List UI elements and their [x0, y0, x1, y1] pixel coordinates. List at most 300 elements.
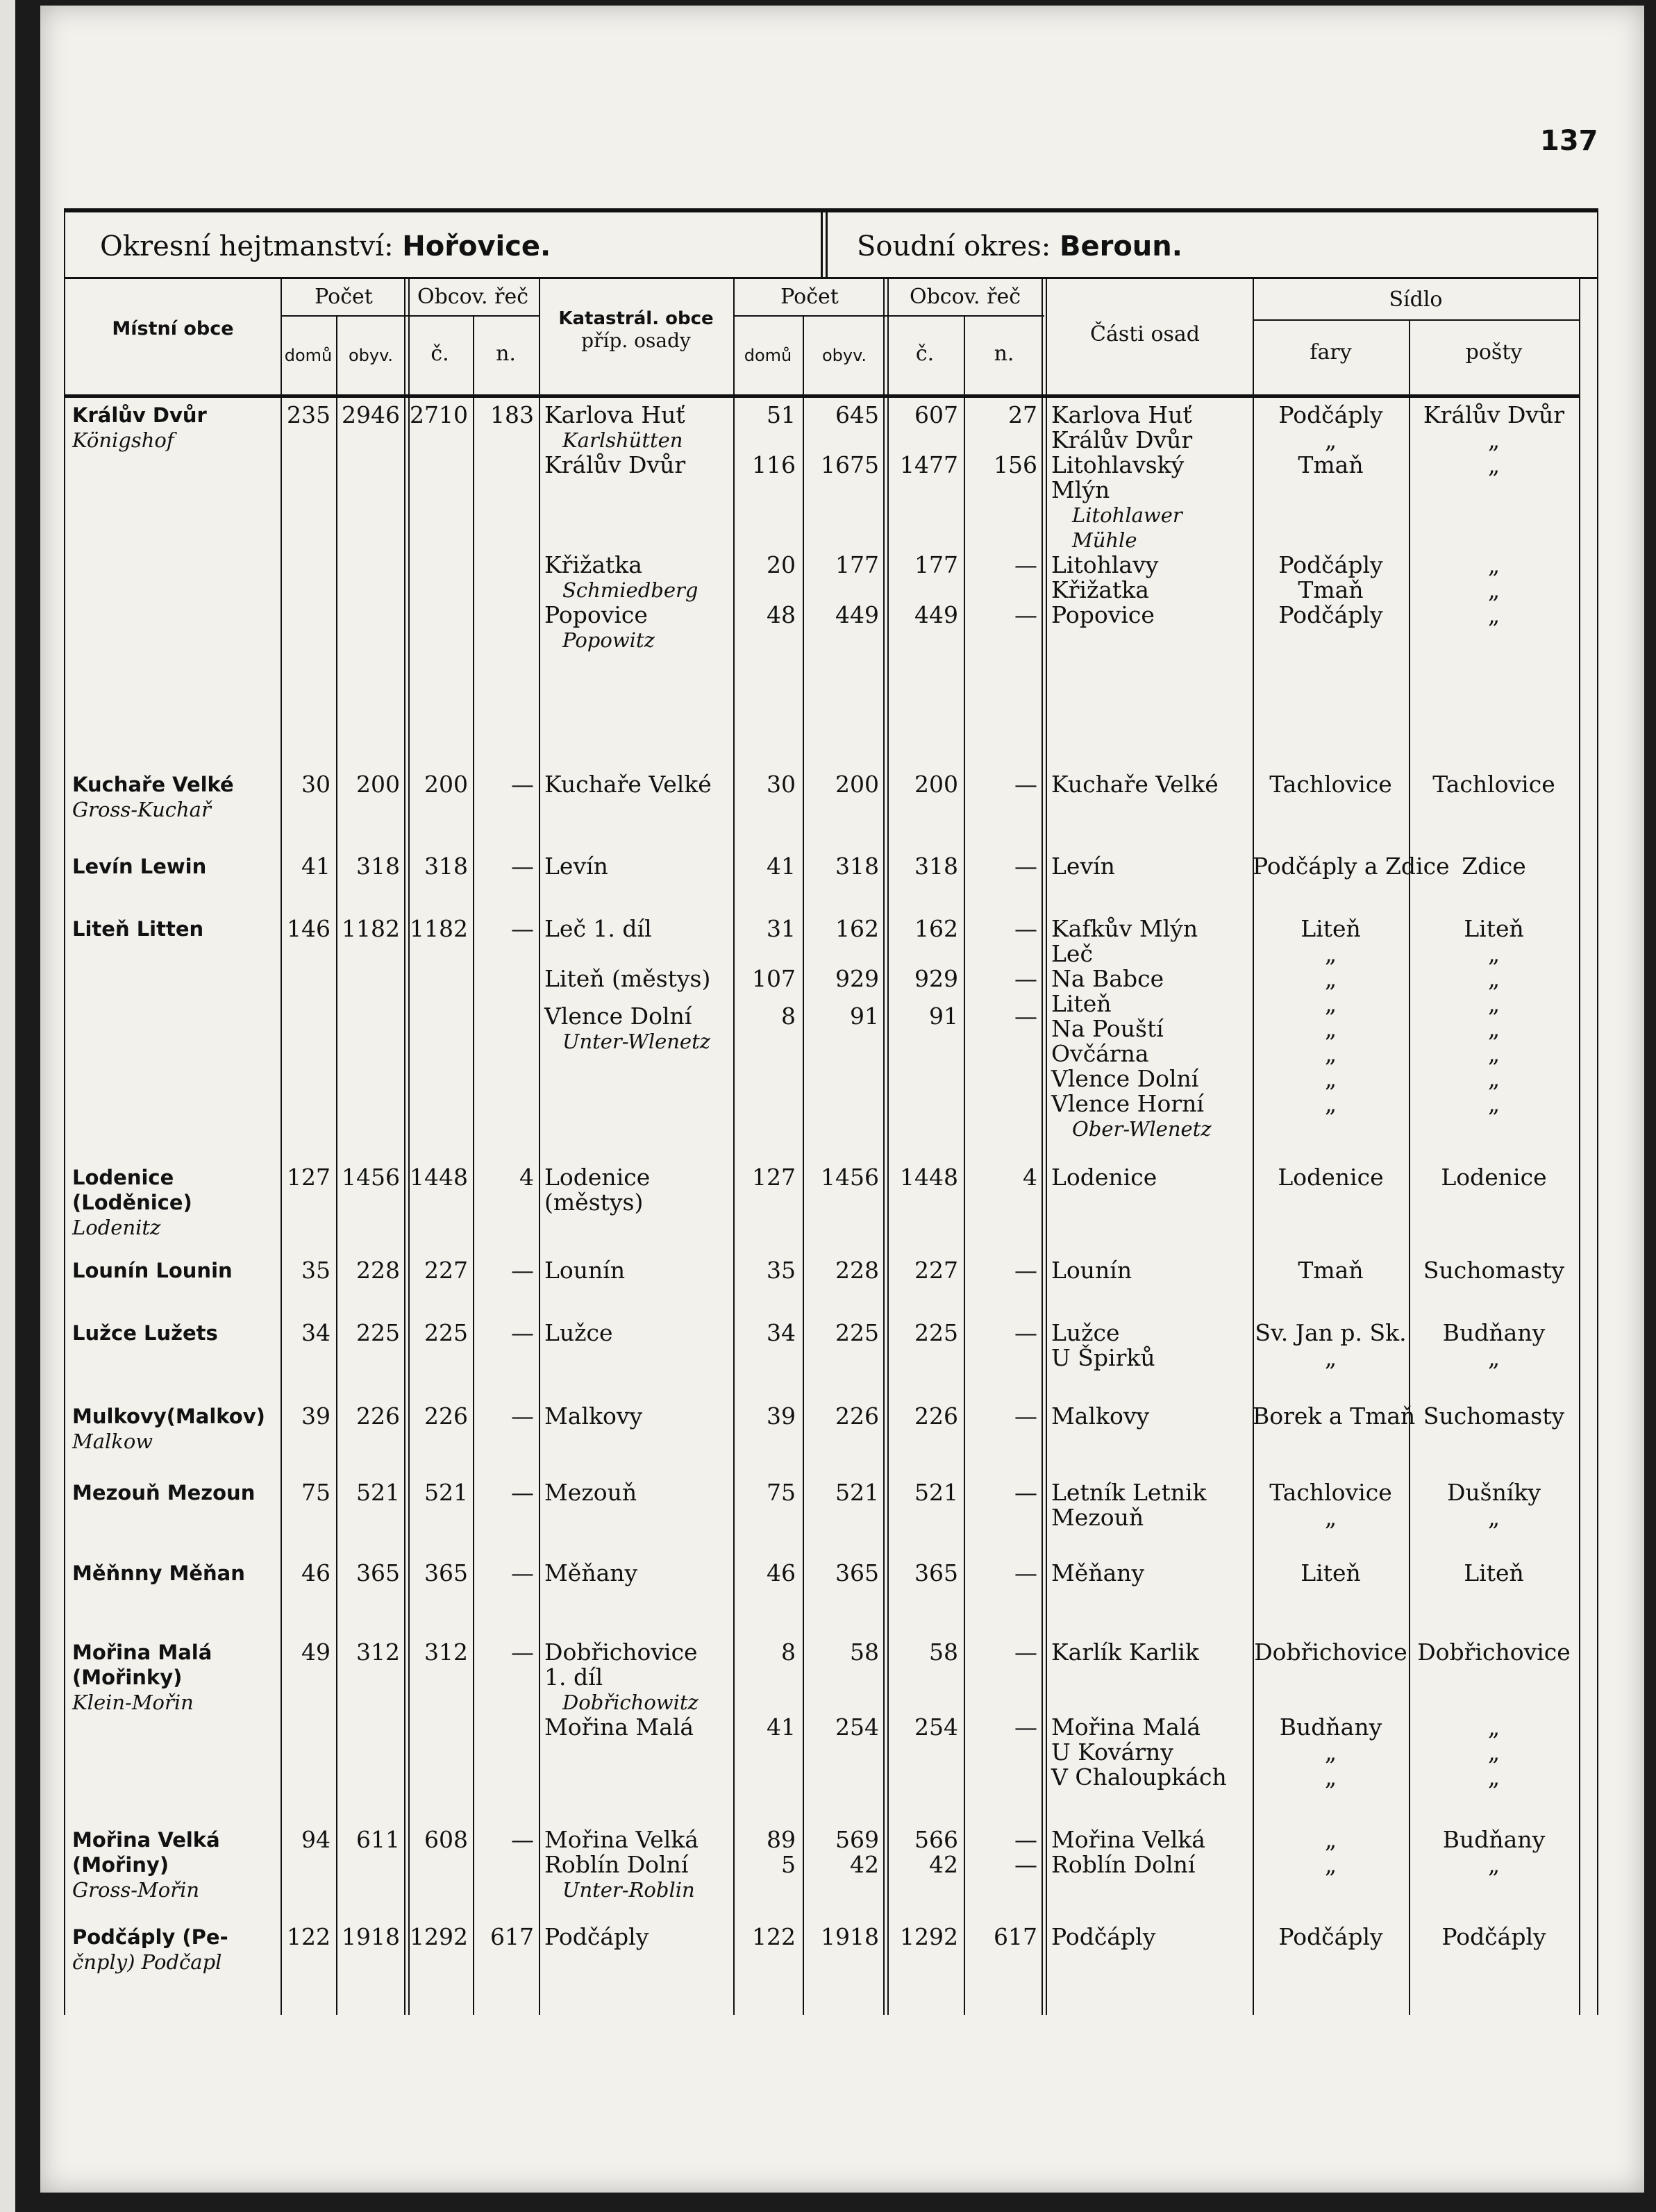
seat-post: Tachlovice — [1432, 771, 1555, 798]
seat-post: „ — [1487, 551, 1500, 578]
seat-post: Budňany — [1442, 1826, 1546, 1853]
municipality-houses: 94 — [301, 1826, 331, 1853]
cadastral-german: — — [1014, 853, 1037, 880]
vrule — [281, 279, 282, 2015]
seat-post: „ — [1487, 1763, 1500, 1791]
col-mistni: Místní obce — [112, 318, 234, 340]
seat-post: „ — [1487, 1040, 1500, 1067]
seat-post: Podčáply — [1441, 1923, 1546, 1950]
seat-post: „ — [1487, 576, 1500, 603]
part-name: Podčáply — [1051, 1923, 1156, 1950]
seat-parish: „ — [1324, 1040, 1337, 1067]
seat-post: „ — [1487, 1090, 1500, 1117]
col-pocet-1: Počet — [315, 285, 373, 309]
cadastral-german: — — [1014, 965, 1037, 992]
municipality-inhabitants: 225 — [356, 1319, 400, 1346]
cadastral-inhabitants: 91 — [850, 1003, 879, 1030]
col-katastr-2: příp. osady — [581, 329, 691, 352]
seat-parish: „ — [1324, 426, 1337, 453]
municipality-name: Kuchaře Velké — [72, 773, 234, 796]
municipality-german: 4 — [519, 1164, 534, 1191]
seat-parish: Tachlovice — [1269, 1479, 1392, 1506]
municipality-czech: 225 — [424, 1319, 468, 1346]
cadastral-houses: 39 — [767, 1402, 796, 1430]
municipality-name: Lodenice — [72, 1166, 174, 1189]
cadastral-houses: 51 — [767, 401, 796, 428]
cadastral-houses: 75 — [767, 1479, 796, 1506]
part-name: Ober-Wlenetz — [1072, 1117, 1212, 1141]
municipality-houses: 75 — [301, 1479, 331, 1506]
municipality-name: Lužce Lužets — [72, 1321, 218, 1345]
part-name: Králův Dvůr — [1051, 426, 1193, 453]
municipality-name: (Mořinky) — [72, 1666, 183, 1689]
part-name: Roblín Dolní — [1051, 1851, 1196, 1878]
seat-post: „ — [1487, 1851, 1500, 1878]
vrule — [1046, 279, 1047, 2015]
col-obcov-1: Obcov. řeč — [417, 285, 529, 309]
cadastral-inhabitants: 177 — [835, 551, 879, 578]
cadastral-houses: 46 — [767, 1559, 796, 1586]
cadastral-name: Mezouň — [544, 1479, 637, 1506]
cadastral-german: — — [1014, 551, 1037, 578]
cadastral-german: 4 — [1023, 1164, 1037, 1191]
municipality-name: Gross-Kuchař — [72, 798, 211, 821]
col-casti: Části osad — [1090, 322, 1200, 346]
seat-parish: „ — [1324, 1015, 1337, 1042]
part-name: Litohlavský — [1051, 451, 1185, 478]
municipality-czech: 2710 — [410, 401, 468, 428]
municipality-name: Mořina Malá — [72, 1641, 212, 1664]
seat-parish: Tmaň — [1298, 1257, 1364, 1284]
part-name: Lounín — [1051, 1257, 1132, 1284]
seat-parish: „ — [1324, 940, 1337, 967]
right-label: Soudní okres: — [857, 231, 1051, 262]
municipality-houses: 30 — [301, 771, 331, 798]
vrule — [883, 279, 885, 2015]
cadastral-inhabitants: 226 — [835, 1402, 879, 1430]
municipality-name: Levín Lewin — [72, 855, 207, 878]
cadastral-czech: 929 — [914, 965, 958, 992]
part-name: Mořina Malá — [1051, 1714, 1201, 1741]
cadastral-name: Levín — [544, 853, 608, 880]
cadastral-czech: 162 — [914, 915, 958, 942]
cadastral-inhabitants: 569 — [835, 1826, 879, 1853]
cadastral-inhabitants: 254 — [835, 1714, 879, 1741]
part-name: Litohlawer — [1072, 503, 1182, 527]
cadastral-name: Leč 1. díl — [544, 915, 652, 942]
municipality-german: — — [511, 915, 534, 942]
cadastral-czech: 318 — [914, 853, 958, 880]
cadastral-houses: 30 — [767, 771, 796, 798]
cadastral-name: Unter-Roblin — [562, 1878, 695, 1902]
part-name: Na Pouští — [1051, 1015, 1164, 1042]
cadastral-czech: 226 — [914, 1402, 958, 1430]
cadastral-czech: 254 — [914, 1714, 958, 1741]
part-name: Popovice — [1051, 601, 1155, 628]
cadastral-inhabitants: 365 — [835, 1559, 879, 1586]
cadastral-czech: 91 — [929, 1003, 958, 1030]
col-n-1: n. — [496, 342, 516, 366]
seat-post: „ — [1487, 940, 1500, 967]
part-name: Lodenice — [1051, 1164, 1157, 1191]
cadastral-inhabitants: 225 — [835, 1319, 879, 1346]
seat-post: „ — [1487, 1065, 1500, 1092]
part-name: Litohlavy — [1051, 551, 1159, 578]
court-label — [857, 231, 1182, 262]
municipality-inhabitants: 200 — [356, 771, 400, 798]
municipality-czech: 1448 — [410, 1164, 468, 1191]
municipality-czech: 608 — [424, 1826, 468, 1853]
seat-post: „ — [1487, 426, 1500, 453]
part-name: Mořina Velká — [1051, 1826, 1205, 1853]
col-domu-2: domů — [744, 346, 792, 365]
municipality-name: Měňnny Měňan — [72, 1561, 245, 1585]
seat-parish: Borek a Tmaň — [1253, 1402, 1416, 1430]
cadastral-name: Karlshütten — [562, 428, 683, 452]
left-label: Okresní hejtmanství: — [100, 231, 394, 262]
cadastral-houses: 20 — [767, 551, 796, 578]
seat-parish: „ — [1324, 1504, 1337, 1531]
rule — [281, 315, 539, 317]
seat-parish: Tachlovice — [1269, 771, 1392, 798]
municipality-name: Mulkovy(Malkov) — [72, 1405, 265, 1428]
page — [40, 6, 1644, 2193]
municipality-german: — — [511, 771, 534, 798]
part-name: Mlýn — [1051, 476, 1110, 503]
cadastral-name: Vlence Dolní — [544, 1003, 692, 1030]
municipality-german: 183 — [490, 401, 534, 428]
municipality-name: Lodenitz — [72, 1216, 161, 1239]
municipality-inhabitants: 1182 — [342, 915, 400, 942]
cadastral-czech: 177 — [914, 551, 958, 578]
cadastral-inhabitants: 318 — [835, 853, 879, 880]
cadastral-name: Dobřichovice — [544, 1639, 698, 1666]
seat-post: Zdice — [1462, 853, 1526, 880]
part-name: Karlík Karlik — [1051, 1639, 1199, 1666]
col-sidlo: Sídlo — [1389, 287, 1443, 312]
part-name: Vlence Dolní — [1051, 1065, 1199, 1092]
cadastral-inhabitants: 42 — [850, 1851, 879, 1878]
municipality-czech: 200 — [424, 771, 468, 798]
municipality-german: 617 — [490, 1923, 534, 1950]
page-number: 137 — [1540, 125, 1598, 157]
cadastral-german: 617 — [994, 1923, 1037, 1950]
cadastral-german: — — [1014, 601, 1037, 628]
cadastral-german: — — [1014, 1559, 1037, 1586]
municipality-german: — — [511, 1319, 534, 1346]
part-name: Ovčárna — [1051, 1040, 1149, 1067]
cadastral-german: 156 — [994, 451, 1037, 478]
municipality-german: — — [511, 853, 534, 880]
seat-parish: „ — [1324, 990, 1337, 1017]
seat-parish: „ — [1324, 965, 1337, 992]
cadastral-inhabitants: 58 — [850, 1639, 879, 1666]
cadastral-name: Lounín — [544, 1257, 626, 1284]
left-value: Hořovice. — [402, 231, 551, 262]
municipality-name: Lounín Lounin — [72, 1259, 233, 1282]
cadastral-name: Karlova Huť — [544, 401, 685, 428]
municipality-german: — — [511, 1559, 534, 1586]
cadastral-name: Popovice — [544, 601, 648, 628]
part-name: Letník Letnik — [1051, 1479, 1207, 1506]
seat-post: „ — [1487, 1504, 1500, 1531]
cadastral-inhabitants: 1675 — [821, 451, 879, 478]
municipality-name: čnply) Podčapl — [72, 1950, 222, 1974]
municipality-czech: 226 — [424, 1402, 468, 1430]
part-name: Lužce — [1051, 1319, 1120, 1346]
district-label — [100, 231, 551, 262]
seat-post: „ — [1487, 1344, 1500, 1371]
cadastral-german: — — [1014, 1319, 1037, 1346]
right-value: Beroun. — [1059, 231, 1182, 262]
col-obcov-2: Obcov. řeč — [909, 285, 1021, 309]
rule — [1253, 319, 1579, 321]
vrule — [733, 279, 735, 2015]
seat-parish: Tmaň — [1298, 576, 1364, 603]
seat-parish: Liteň — [1300, 1559, 1361, 1586]
vrule — [408, 279, 410, 2015]
cadastral-czech: 1448 — [900, 1164, 958, 1191]
cadastral-name: Lužce — [544, 1319, 613, 1346]
municipality-inhabitants: 521 — [356, 1479, 400, 1506]
part-name: Křižatka — [1051, 576, 1149, 603]
cadastral-inhabitants: 200 — [835, 771, 879, 798]
municipality-name: Mezouň Mezoun — [72, 1481, 256, 1505]
cadastral-german: — — [1014, 1826, 1037, 1853]
seat-parish: Sv. Jan p. Sk. — [1255, 1319, 1407, 1346]
cadastral-name: Unter-Wlenetz — [562, 1030, 711, 1053]
municipality-name: Podčáply (Pe- — [72, 1925, 228, 1949]
col-katastr-1: Katastrál. obce — [558, 308, 714, 329]
seat-post: „ — [1487, 601, 1500, 628]
cadastral-czech: 449 — [914, 601, 958, 628]
cadastral-inhabitants: 228 — [835, 1257, 879, 1284]
cadastral-name: Mořina Velká — [544, 1826, 699, 1853]
header-separator — [821, 212, 828, 279]
cadastral-czech: 1477 — [900, 451, 958, 478]
part-name: Měňany — [1051, 1559, 1145, 1586]
municipality-houses: 49 — [301, 1639, 331, 1666]
municipality-name: (Mořiny) — [72, 1853, 169, 1877]
seat-post: Dušníky — [1446, 1479, 1541, 1506]
cadastral-houses: 34 — [767, 1319, 796, 1346]
cadastral-german: — — [1014, 1479, 1037, 1506]
municipality-czech: 227 — [424, 1257, 468, 1284]
cadastral-name: Liteň (městys) — [544, 965, 711, 992]
cadastral-houses: 8 — [781, 1003, 796, 1030]
vrule — [539, 279, 540, 2015]
seat-post: Liteň — [1464, 1559, 1524, 1586]
cadastral-name: Mořina Malá — [544, 1714, 694, 1741]
seat-parish: Lodenice — [1278, 1164, 1384, 1191]
municipality-inhabitants: 365 — [356, 1559, 400, 1586]
cadastral-german: — — [1014, 1851, 1037, 1878]
municipality-name: Mořina Velká — [72, 1828, 220, 1852]
municipality-german: — — [511, 1639, 534, 1666]
part-name: Mezouň — [1051, 1504, 1144, 1531]
municipality-inhabitants: 312 — [356, 1639, 400, 1666]
cadastral-houses: 8 — [781, 1639, 796, 1666]
municipality-houses: 39 — [301, 1402, 331, 1430]
seat-post: „ — [1487, 1015, 1500, 1042]
statistics-table — [64, 279, 1598, 2015]
cadastral-name: Lodenice — [544, 1164, 651, 1191]
seat-parish: Podčáply — [1278, 1923, 1383, 1950]
seat-parish: „ — [1324, 1763, 1337, 1791]
part-name: Malkovy — [1051, 1402, 1150, 1430]
municipality-name: Gross-Mořin — [72, 1878, 200, 1902]
seat-post: Suchomasty — [1423, 1257, 1565, 1284]
municipality-inhabitants: 611 — [356, 1826, 400, 1853]
municipality-inhabitants: 2946 — [342, 401, 400, 428]
part-name: Kuchaře Velké — [1051, 771, 1219, 798]
cadastral-german: — — [1014, 771, 1037, 798]
col-pocet-2: Počet — [780, 285, 839, 309]
cadastral-inhabitants: 162 — [835, 915, 879, 942]
seat-parish: Tmaň — [1298, 451, 1364, 478]
cadastral-czech: 42 — [929, 1851, 958, 1878]
part-name: Mühle — [1072, 528, 1137, 552]
cadastral-name: Roblín Dolní — [544, 1851, 689, 1878]
part-name: Kafkův Mlýn — [1051, 915, 1198, 942]
seat-post: Suchomasty — [1423, 1402, 1565, 1430]
district-header — [64, 208, 1598, 279]
seat-post: „ — [1487, 1714, 1500, 1741]
col-c-1: č. — [430, 342, 449, 366]
cadastral-czech: 225 — [914, 1319, 958, 1346]
part-name: V Chaloupkách — [1051, 1763, 1227, 1791]
municipality-houses: 35 — [301, 1257, 331, 1284]
cadastral-name: Kuchaře Velké — [544, 771, 712, 798]
municipality-czech: 312 — [424, 1639, 468, 1666]
seat-post: Budňany — [1442, 1319, 1546, 1346]
seat-post: Lodenice — [1441, 1164, 1547, 1191]
cadastral-german: — — [1014, 1003, 1037, 1030]
municipality-czech: 365 — [424, 1559, 468, 1586]
municipality-houses: 235 — [287, 401, 331, 428]
col-fary: fary — [1310, 340, 1352, 365]
municipality-houses: 46 — [301, 1559, 331, 1586]
municipality-name: Liteň Litten — [72, 917, 204, 941]
municipality-czech: 1292 — [410, 1923, 468, 1950]
seat-parish: „ — [1324, 1851, 1337, 1878]
cadastral-german: — — [1014, 1257, 1037, 1284]
cadastral-inhabitants: 929 — [835, 965, 879, 992]
municipality-inhabitants: 1918 — [342, 1923, 400, 1950]
cadastral-houses: 48 — [767, 601, 796, 628]
cadastral-czech: 607 — [914, 401, 958, 428]
seat-parish: Podčáply — [1278, 601, 1383, 628]
cadastral-german: — — [1014, 1639, 1037, 1666]
header-bottom-rule — [65, 394, 1579, 398]
seat-post: „ — [1487, 1738, 1500, 1766]
cadastral-name: Dobřichowitz — [562, 1691, 699, 1714]
cadastral-inhabitants: 1918 — [821, 1923, 879, 1950]
cadastral-czech: 1292 — [900, 1923, 958, 1950]
vrule — [1042, 279, 1043, 2015]
cadastral-name: Schmiedberg — [562, 578, 699, 602]
cadastral-houses: 41 — [767, 1714, 796, 1741]
cadastral-houses: 35 — [767, 1257, 796, 1284]
cadastral-czech: 200 — [914, 771, 958, 798]
rule — [733, 315, 1044, 317]
seat-parish: Dobřichovice — [1254, 1639, 1407, 1666]
cadastral-german: — — [1014, 1402, 1037, 1430]
cadastral-houses: 31 — [767, 915, 796, 942]
municipality-inhabitants: 228 — [356, 1257, 400, 1284]
municipality-name: Králův Dvůr — [72, 403, 207, 427]
col-obyv-1: obyv. — [348, 346, 394, 365]
cadastral-houses: 5 — [781, 1851, 796, 1878]
seat-parish: Budňany — [1279, 1714, 1382, 1741]
seat-parish: „ — [1324, 1065, 1337, 1092]
municipality-name: Klein-Mořin — [72, 1691, 194, 1714]
cadastral-german: 27 — [1008, 401, 1037, 428]
cadastral-czech: 58 — [929, 1639, 958, 1666]
municipality-name: (Loděnice) — [72, 1191, 192, 1214]
cadastral-inhabitants: 645 — [835, 401, 879, 428]
part-name: Vlence Horní — [1051, 1090, 1204, 1117]
cadastral-name: Popowitz — [562, 628, 655, 652]
cadastral-inhabitants: 1456 — [821, 1164, 879, 1191]
cadastral-german: — — [1014, 1714, 1037, 1741]
col-domu-1: domů — [284, 346, 333, 365]
seat-post: „ — [1487, 965, 1500, 992]
col-n-2: n. — [994, 342, 1014, 366]
seat-parish: „ — [1324, 1090, 1337, 1117]
part-name: Liteň — [1051, 990, 1112, 1017]
municipality-houses: 127 — [287, 1164, 331, 1191]
part-name: U Kovárny — [1051, 1738, 1173, 1766]
seat-post: Dobřichovice — [1417, 1639, 1571, 1666]
vrule — [887, 279, 889, 2015]
cadastral-houses: 127 — [752, 1164, 796, 1191]
cadastral-name: Podčáply — [544, 1923, 649, 1950]
cadastral-inhabitants: 449 — [835, 601, 879, 628]
part-name: Levín — [1051, 853, 1115, 880]
part-name: Karlova Huť — [1051, 401, 1192, 428]
cadastral-czech: 365 — [914, 1559, 958, 1586]
municipality-german: — — [511, 1826, 534, 1853]
municipality-houses: 34 — [301, 1319, 331, 1346]
municipality-name: Königshof — [72, 428, 174, 452]
seat-parish: Podčáply — [1278, 401, 1383, 428]
seat-parish: „ — [1324, 1344, 1337, 1371]
seat-parish: „ — [1324, 1738, 1337, 1766]
seat-parish: Liteň — [1300, 915, 1361, 942]
seat-post: „ — [1487, 451, 1500, 478]
cadastral-name: 1. díl — [544, 1664, 603, 1691]
cadastral-name: Křižatka — [544, 551, 642, 578]
cadastral-czech: 227 — [914, 1257, 958, 1284]
vrule — [404, 279, 405, 2015]
cadastral-houses: 41 — [767, 853, 796, 880]
seat-parish: Podčáply — [1278, 551, 1383, 578]
col-posty: pošty — [1465, 340, 1523, 365]
cadastral-inhabitants: 521 — [835, 1479, 879, 1506]
cadastral-name: Králův Dvůr — [544, 451, 686, 478]
cadastral-czech: 521 — [914, 1479, 958, 1506]
part-name: Leč — [1051, 940, 1093, 967]
part-name: U Špirků — [1051, 1344, 1155, 1371]
municipality-houses: 41 — [301, 853, 331, 880]
seat-parish: Podčáply a Zdice — [1253, 853, 1450, 880]
vrule — [1579, 279, 1580, 2015]
seat-parish: „ — [1324, 1826, 1337, 1853]
municipality-inhabitants: 318 — [356, 853, 400, 880]
municipality-czech: 1182 — [410, 915, 468, 942]
municipality-german: — — [511, 1257, 534, 1284]
